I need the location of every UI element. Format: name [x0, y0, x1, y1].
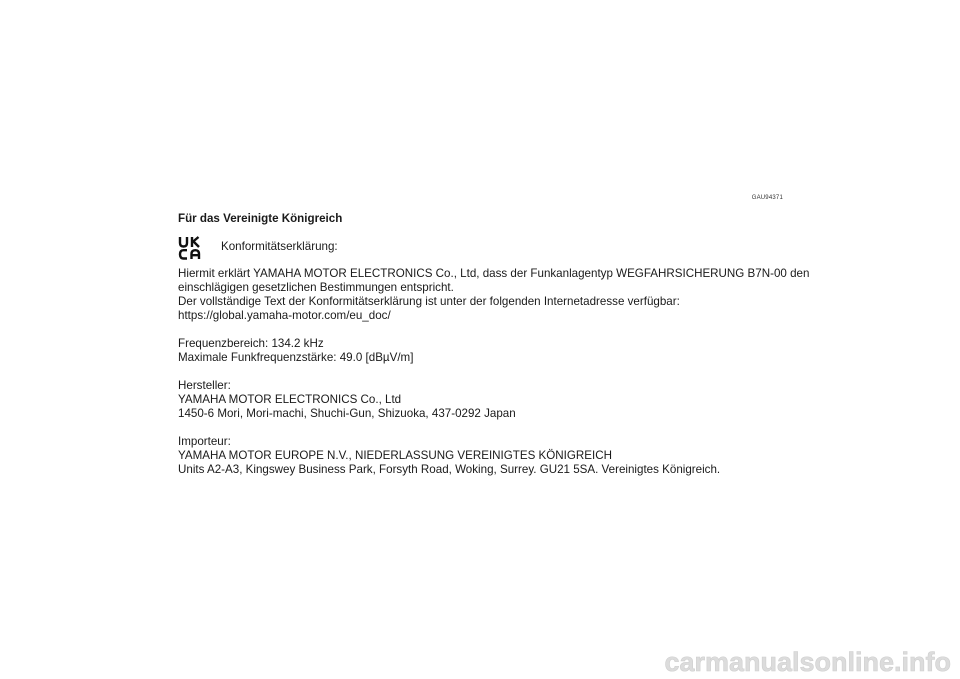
- paragraph-line: einschlägigen gesetzlichen Bestimmungen entspricht.: [178, 281, 454, 294]
- spacer: [178, 421, 798, 435]
- paragraph-line: Der vollständige Text der Konformitätserklärung ist unter der folgenden Internetadresse verfügbar:: [178, 295, 680, 308]
- ukca-mark-icon: [178, 236, 202, 260]
- importer-name: YAMAHA MOTOR EUROPE N.V., NIEDERLASSUNG VEREINIGTES KÖNIGREICH: [178, 449, 612, 462]
- spacer: [178, 365, 798, 379]
- max-rf-strength: Maximale Funkfrequenzstärke: 49.0 [dBµV/m]: [178, 351, 414, 364]
- importer-label: Importeur:: [178, 435, 231, 448]
- section-heading: Für das Vereinigte Königreich: [178, 212, 343, 225]
- frequency-range: Frequenzbereich: 134.2 kHz: [178, 337, 324, 350]
- importer-address: Units A2-A3, Kingswey Business Park, Forsyth Road, Woking, Surrey. GU21 5SA. Vereinigtes Königreich.: [178, 463, 721, 476]
- spacer: [178, 323, 798, 337]
- document-code: GAU94371: [751, 195, 783, 201]
- declaration-label: Konformitätserklärung:: [221, 240, 338, 253]
- watermark-text: carmanualsonline.info: [664, 647, 951, 677]
- manufacturer-name: YAMAHA MOTOR ELECTRONICS Co., Ltd: [178, 393, 402, 406]
- watermark-logo: [496, 643, 956, 679]
- manufacturer-address: 1450-6 Mori, Mori-machi, Shuchi-Gun, Shizuoka, 437-0292 Japan: [178, 407, 516, 420]
- doc-url: https://global.yamaha-motor.com/eu_doc/: [178, 309, 391, 322]
- manufacturer-label: Hersteller:: [178, 379, 231, 392]
- declaration-body: [178, 267, 810, 477]
- paragraph-line: Hiermit erklärt YAMAHA MOTOR ELECTRONICS Co., Ltd, dass der Funkanlagentyp WEGFAHRSICHERUNG B7N-00 den: [178, 267, 810, 280]
